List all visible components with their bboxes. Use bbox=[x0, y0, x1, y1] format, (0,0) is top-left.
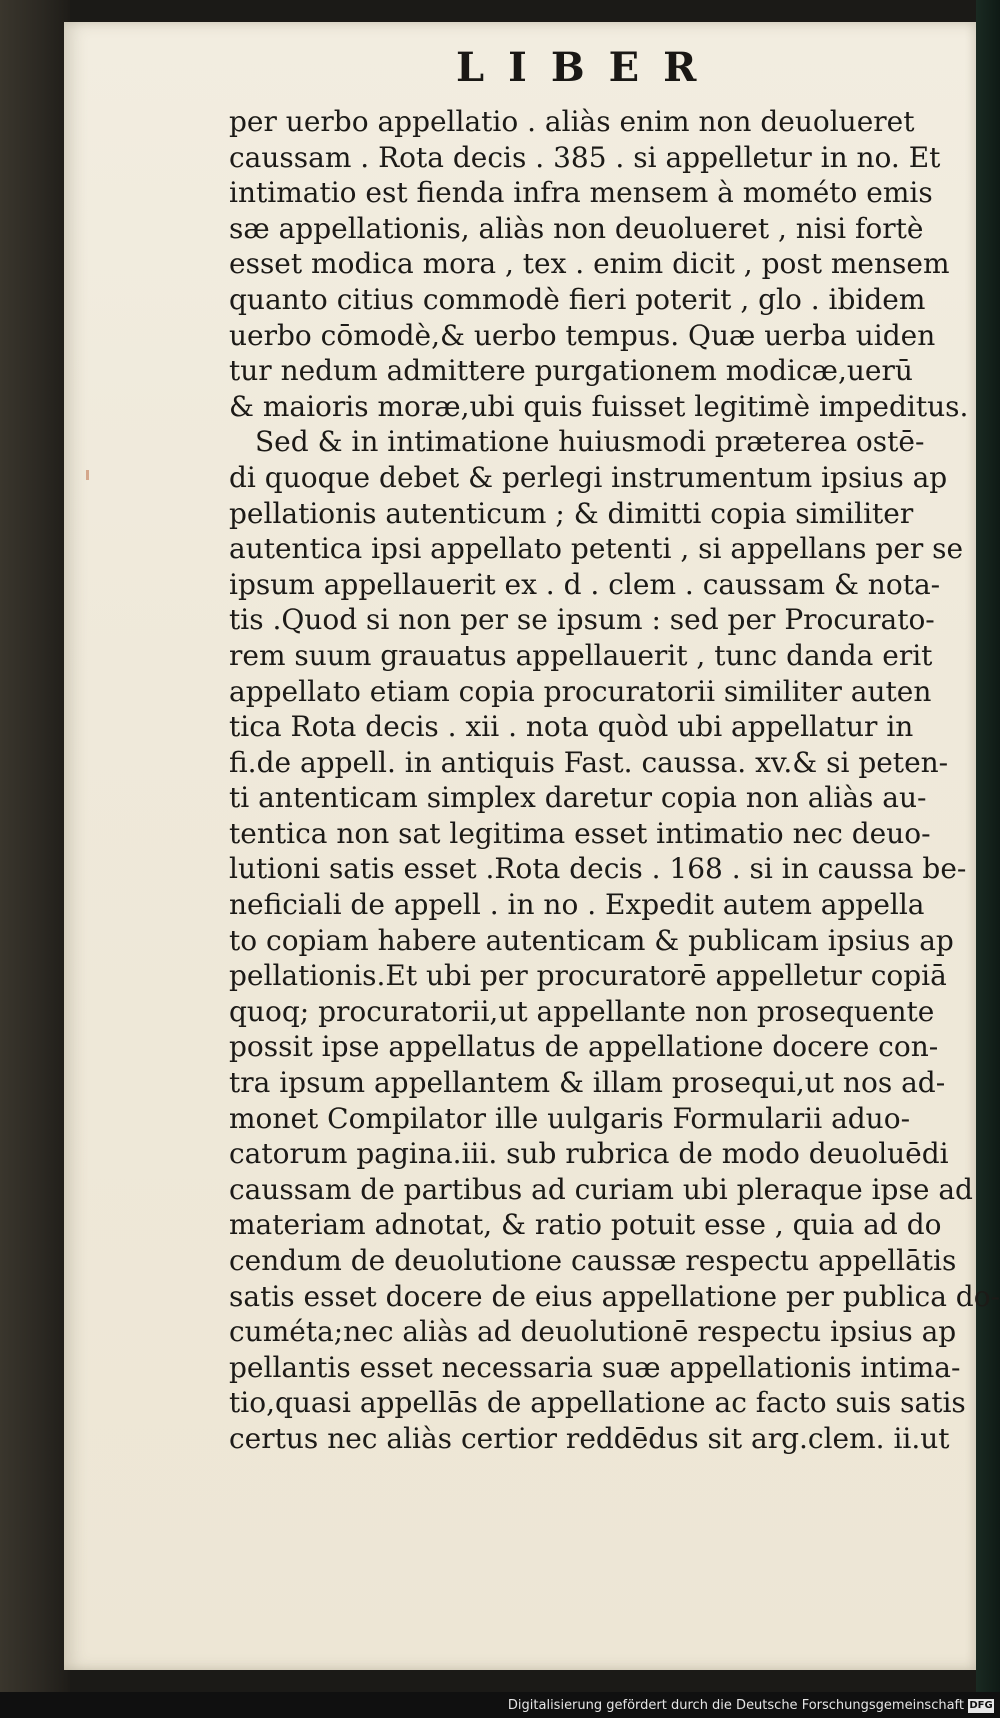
text-line: intimatio est fienda infra mensem à mométo emis bbox=[229, 176, 933, 210]
text-line: cuméta;nec aliàs ad deuolutionē respectu ipsius ap bbox=[229, 1315, 957, 1349]
text-line: lutioni satis esset .Rota decis . 168 . si in caussa be- bbox=[229, 852, 967, 886]
text-line: possit ipse appellatus de appellatione docere con- bbox=[229, 1030, 939, 1064]
dfg-logo: DFG bbox=[969, 1700, 993, 1711]
text-line: rem suum grauatus appellauerit , tunc danda erit bbox=[229, 638, 933, 672]
text-line: & maioris moræ,ubi quis fuisset legitimè impeditus. bbox=[229, 389, 969, 423]
footer-bar bbox=[0, 1692, 1000, 1718]
text-line: tio,quasi appellās de appellatione ac facto suis satis bbox=[229, 1386, 966, 1420]
text-line: pellationis.Et ubi per procuratorē appelletur copiā bbox=[229, 959, 947, 993]
paper-stain bbox=[86, 470, 89, 480]
adjacent-page-edge bbox=[0, 0, 70, 1718]
text-line: caussam de partibus ad curiam ubi pleraque ipse ad bbox=[229, 1172, 973, 1206]
text-line: cendum de deuolutione caussæ respectu appellātis bbox=[229, 1244, 957, 1277]
text-line: pellationis autenticum ; & dimitti copia similiter bbox=[229, 496, 914, 530]
text-line: caussam . Rota decis . 385 . si appelletur in no. Et bbox=[229, 140, 941, 174]
text-line: materiam adnotat, & ratio potuit esse , quia ad do bbox=[229, 1208, 942, 1242]
book-page bbox=[64, 22, 1000, 1670]
footer-credit: Digitalisierung gefördert durch die Deutsche Forschungsgemeinschaft bbox=[507, 1698, 964, 1713]
text-line: esset modica mora , tex . enim dicit , post mensem bbox=[229, 247, 950, 281]
text-line: sæ appellationis, aliàs non deuolueret , nisi fortè bbox=[229, 211, 924, 245]
text-line: per uerbo appellatio . aliàs enim non deuolueret bbox=[229, 105, 915, 138]
text-line: tis .Quod si non per se ipsum : sed per Procurato- bbox=[229, 603, 935, 637]
text-line: ti antenticam simplex daretur copia non aliàs au- bbox=[229, 781, 927, 815]
body-text bbox=[229, 104, 1000, 1457]
text-line: ipsum appellauerit ex . d . clem . caussam & nota- bbox=[229, 567, 941, 601]
text-line: fi.de appell. in antiquis Fast. caussa. xv.& si peten- bbox=[229, 745, 949, 779]
text-line: tentica non sat legitima esset intimatio nec deuo- bbox=[229, 816, 931, 850]
text-line: tur nedum admittere purgationem modicæ,uerū bbox=[229, 354, 913, 388]
text-line: certus nec aliàs certior reddēdus sit arg.clem. ii.ut bbox=[229, 1421, 950, 1455]
text-line: quoq; procuratorii,ut appellante non prosequente bbox=[229, 994, 935, 1028]
text-line: pellantis esset necessaria suæ appellationis intima- bbox=[229, 1350, 961, 1384]
text-line: catorum pagina.iii. sub rubrica de modo deuoluēdi bbox=[229, 1137, 949, 1171]
text-line: tra ipsum appellantem & illam prosequi,ut nos ad- bbox=[229, 1066, 946, 1100]
text-line: Sed & in intimatione huiusmodi præterea ostē- bbox=[255, 425, 925, 459]
text-line: autentica ipsi appellato petenti , si appellans per se bbox=[229, 532, 964, 566]
text-line: monet Compilator ille uulgaris Formularii aduo- bbox=[229, 1101, 911, 1135]
text-line: appellato etiam copia procuratorii similiter auten bbox=[229, 674, 932, 708]
text-line: tica Rota decis . xii . nota quòd ubi appellatur in bbox=[229, 710, 914, 744]
text-line: di quoque debet & perlegi instrumentum ipsius ap bbox=[229, 460, 948, 494]
text-line: satis esset docere de eius appellatione per publica do- bbox=[229, 1279, 1000, 1313]
text-line: quanto citius commodè fieri poterit , glo . ibidem bbox=[229, 282, 926, 316]
running-head: LIBER bbox=[456, 44, 721, 91]
text-line: to copiam habere autenticam & publicam ipsius ap bbox=[229, 923, 954, 957]
text-line: neficiali de appell . in no . Expedit autem appella bbox=[229, 888, 925, 922]
text-line: uerbo cōmodè,& uerbo tempus. Quæ uerba uiden bbox=[229, 318, 936, 352]
